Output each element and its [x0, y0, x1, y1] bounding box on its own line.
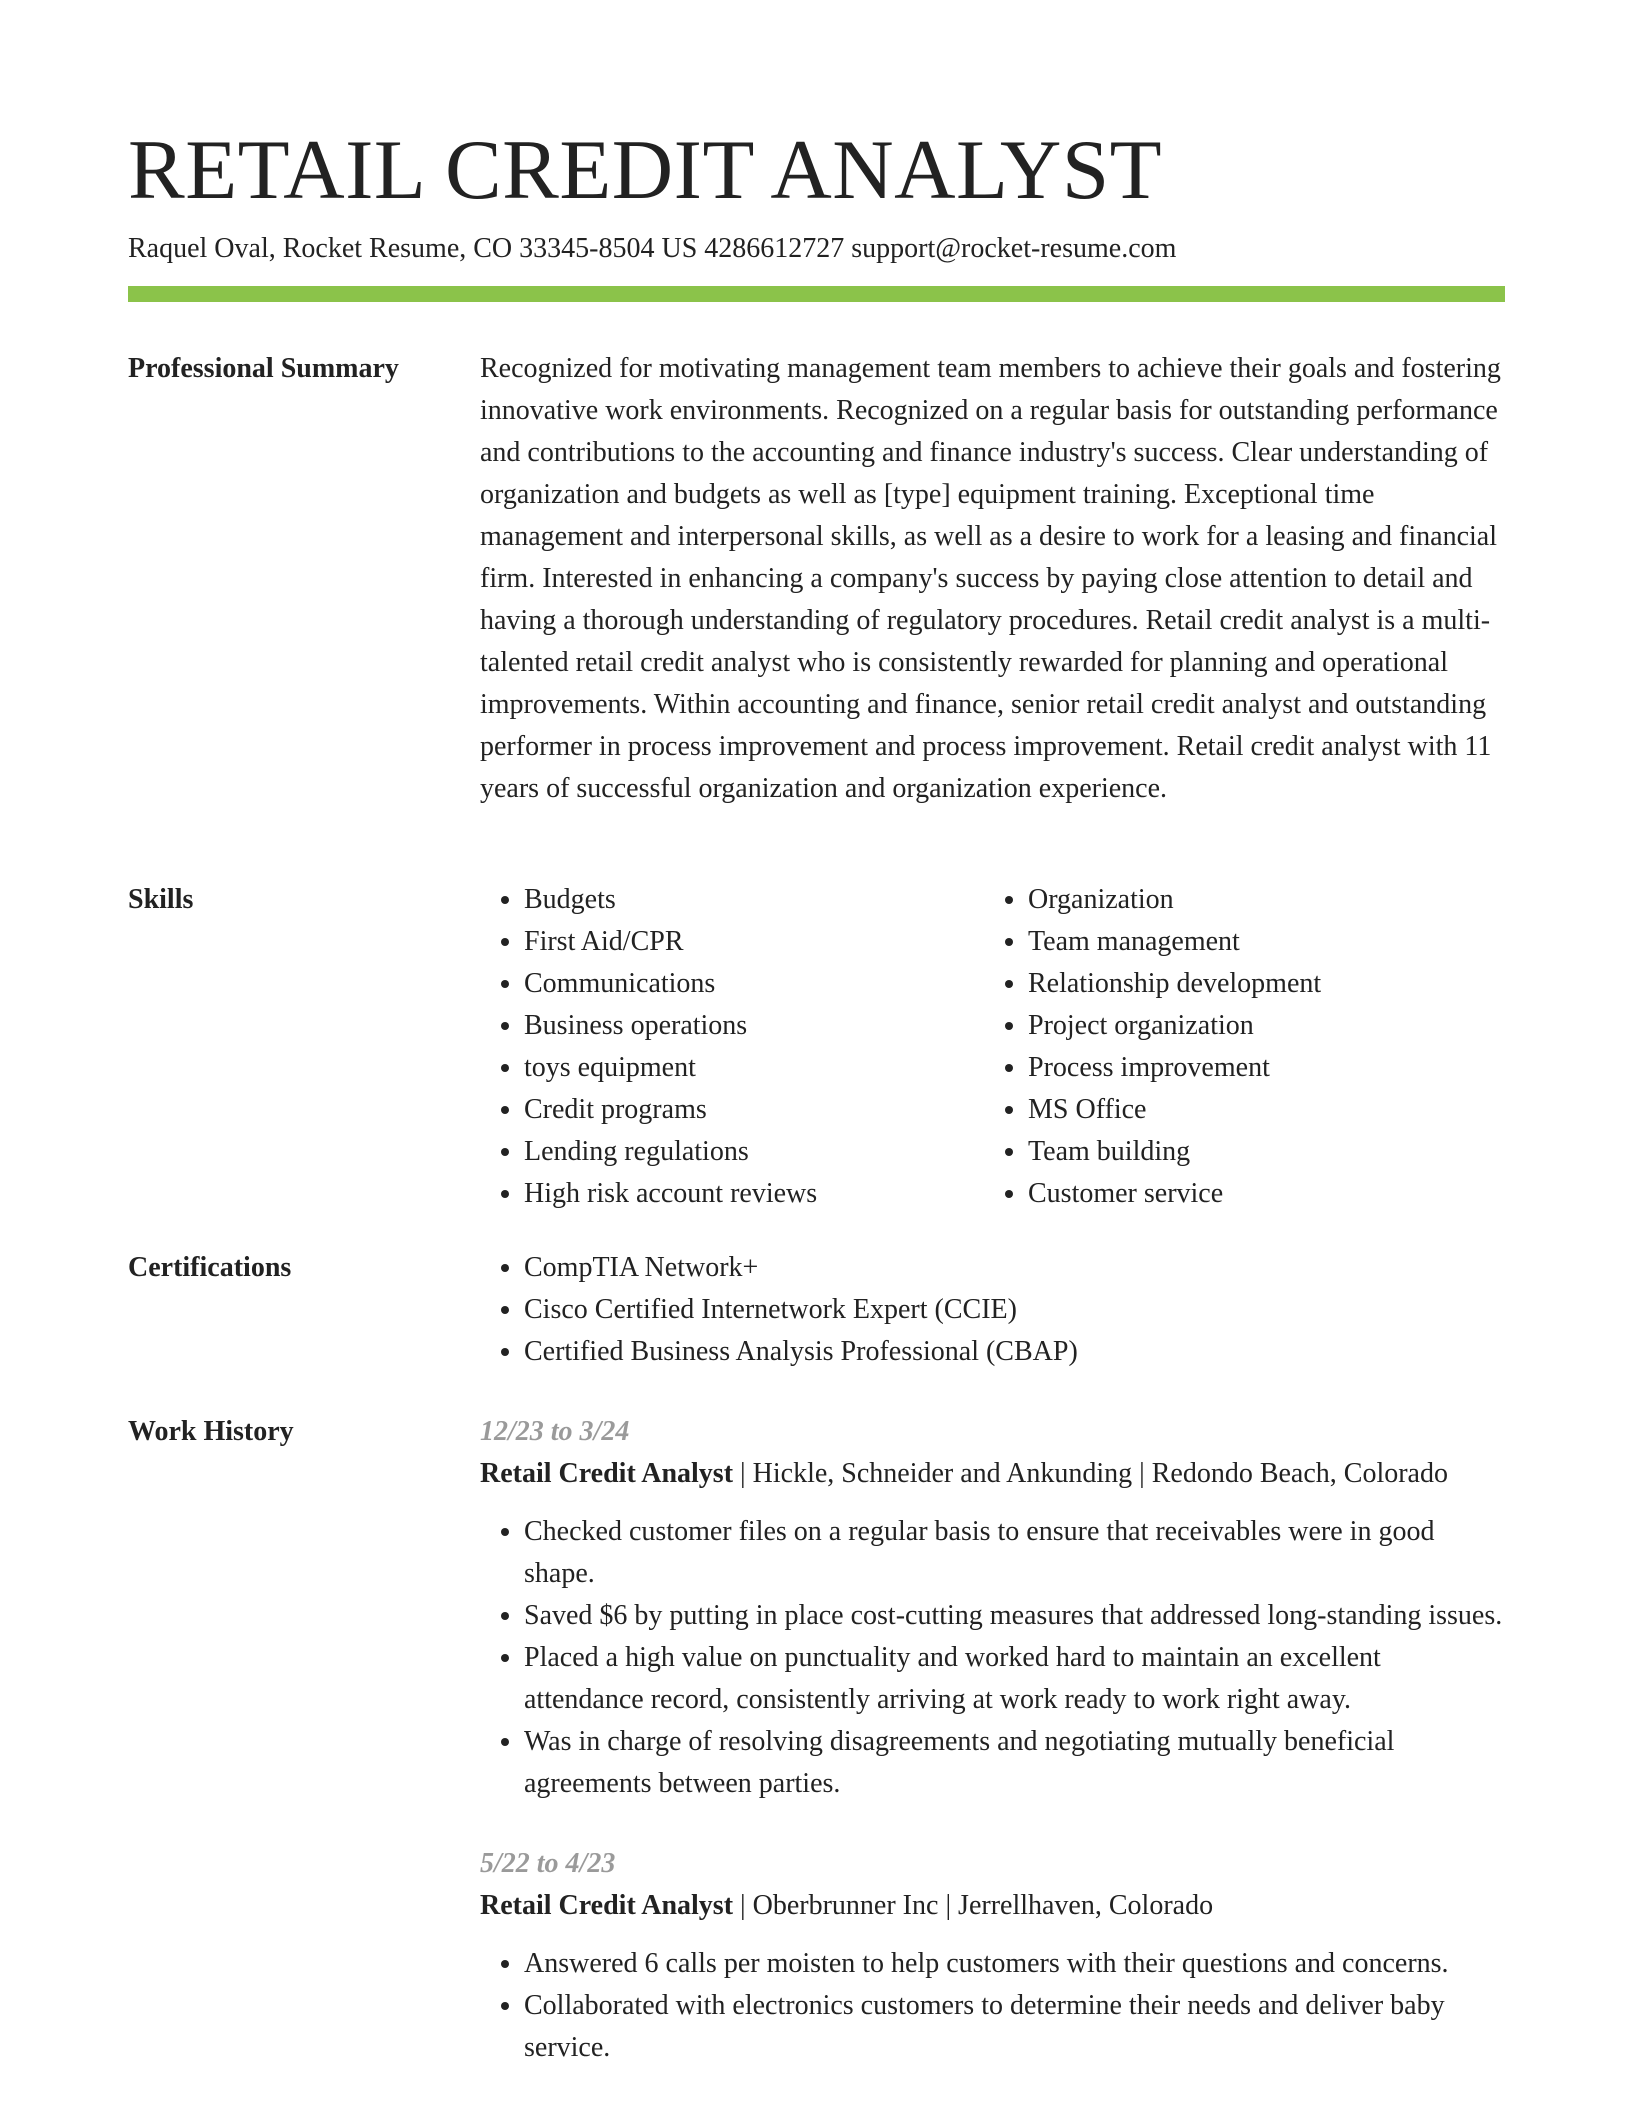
skill-item: • MS Office	[1028, 1089, 1488, 1131]
certifications-heading: Certifications	[128, 1252, 292, 1283]
job-bullet: • Was in charge of resolving disagreements and negotiating mutually beneficial agreements between parties.	[524, 1721, 1505, 1805]
skill-item: • Lending regulations	[524, 1131, 984, 1173]
skill-item: • Budgets	[524, 879, 984, 921]
certifications-list	[480, 1247, 1505, 1373]
skill-item: • Project organization	[1028, 1005, 1488, 1047]
certification-item: • CompTIA Network+	[524, 1247, 1505, 1289]
skill-item: • Communications	[524, 963, 984, 1005]
job-heading	[480, 1885, 1505, 1927]
certifications-body	[480, 1247, 1505, 1373]
skill-item: • Process improvement	[1028, 1047, 1488, 1089]
skills-grid	[480, 879, 1505, 1215]
resume-title: RETAIL CREDIT ANALYST	[128, 123, 1163, 217]
skill-item: • First Aid/CPR	[524, 921, 984, 963]
skills-column-left	[480, 879, 984, 1215]
skills-heading: Skills	[128, 884, 194, 915]
job-bullet: • Checked customer files on a regular basis to ensure that receivables were in good shape.	[524, 1511, 1505, 1595]
skill-item: • Team management	[1028, 921, 1488, 963]
summary-heading: Professional Summary	[128, 353, 399, 384]
job-dates: 12/23 to 3/24	[480, 1416, 630, 1447]
summary-body	[480, 348, 1505, 810]
job-employer-location: | Oberbrunner Inc | Jerrellhaven, Colorado	[733, 1890, 1214, 1921]
work-history-heading: Work History	[128, 1416, 294, 1447]
job-title: Retail Credit Analyst	[480, 1890, 734, 1921]
skill-item: • High risk account reviews	[524, 1173, 984, 1215]
summary-text: Recognized for motivating management team members to achieve their goals and fostering innovative work environments. Recognized on a regular basis for outstanding performance and contributions to the accounting and finance industry's success. Clear understanding of organization and budgets as well as [type] equipment training. Exceptional time management and interpersonal skills, as well as a desire to work for a leasing and financial firm. Interested in enhancing a company's success by paying close attention to detail and having a thorough understanding of regulatory procedures. Retail credit analyst is a multi-talented retail credit analyst who is consistently rewarded for planning and operational improvements. Within accounting and finance, senior retail credit analyst and outstanding performer in process improvement and process improvement. Retail credit analyst with 11 years of successful organization and organization experience.	[480, 353, 1501, 804]
job-heading	[480, 1453, 1505, 1495]
work-history-body	[480, 1411, 1505, 2107]
skills-body	[480, 879, 1505, 1215]
certification-item: • Certified Business Analysis Professional (CBAP)	[524, 1331, 1505, 1373]
job-bullet: • Answered 6 calls per moisten to help customers with their questions and concerns.	[524, 1943, 1505, 1985]
skill-item: • Customer service	[1028, 1173, 1488, 1215]
skill-item: • Business operations	[524, 1005, 984, 1047]
skills-list-left	[480, 879, 984, 1215]
job-entry	[480, 1411, 1505, 1805]
skill-item: • toys equipment	[524, 1047, 984, 1089]
contact-line: Raquel Oval, Rocket Resume, CO 33345-8504 US 4286612727 support@rocket-resume.com	[128, 233, 1177, 264]
skill-item: • Team building	[1028, 1131, 1488, 1173]
header-divider	[128, 286, 1505, 302]
job-bullet: • Placed a high value on punctuality and worked hard to maintain an excellent attendance record, consistently arriving at work ready to work right away.	[524, 1637, 1505, 1721]
job-bullets	[480, 1943, 1505, 2069]
certification-item: • Cisco Certified Internetwork Expert (CCIE)	[524, 1289, 1505, 1331]
job-entry	[480, 1843, 1505, 2069]
skills-column-right	[984, 879, 1488, 1215]
skill-item: • Organization	[1028, 879, 1488, 921]
job-bullet: • Saved $6 by putting in place cost-cutting measures that addressed long-standing issues.	[524, 1595, 1505, 1637]
skill-item: • Credit programs	[524, 1089, 984, 1131]
job-bullets	[480, 1511, 1505, 1805]
skill-item: • Relationship development	[1028, 963, 1488, 1005]
job-dates: 5/22 to 4/23	[480, 1848, 616, 1879]
job-employer-location: | Hickle, Schneider and Ankunding | Redondo Beach, Colorado	[733, 1458, 1448, 1489]
job-title: Retail Credit Analyst	[480, 1458, 734, 1489]
job-bullet: • Collaborated with electronics customers to determine their needs and deliver baby service.	[524, 1985, 1505, 2069]
skills-list-right	[984, 879, 1488, 1215]
